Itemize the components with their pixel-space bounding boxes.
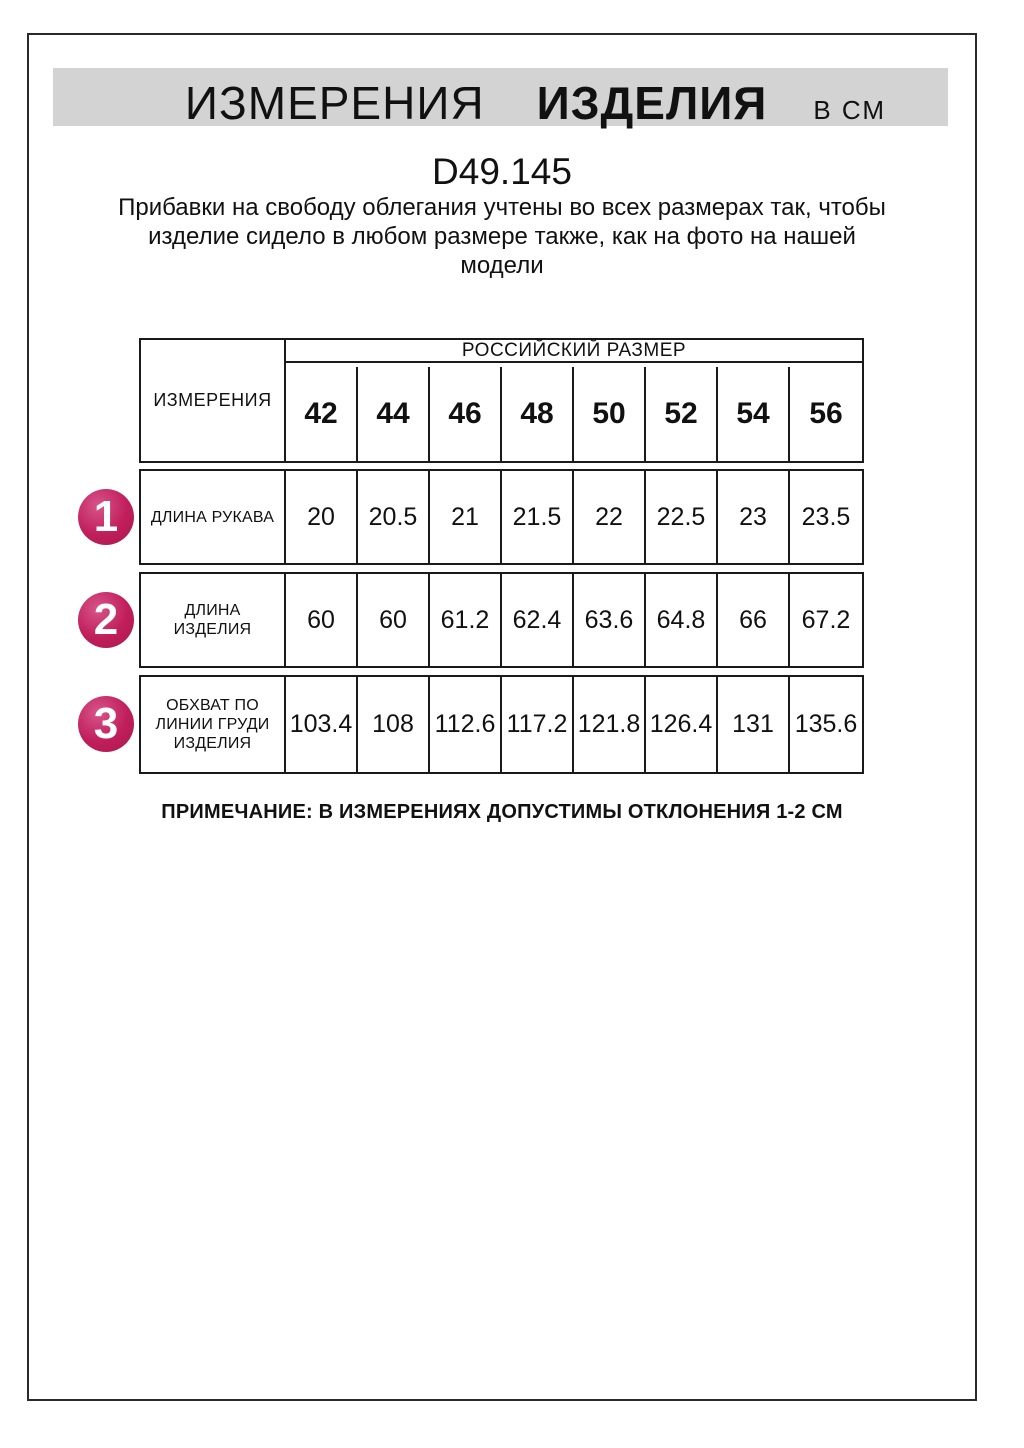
size-header-cell: 42 [286,367,358,461]
row-label [141,574,286,666]
description-line: Прибавки на свободу облегания учтены во всех размерах так, чтобы [118,194,886,221]
row-label-line: ОБХВАТ ПО [166,697,259,714]
page-title-product: ИЗДЕЛИЯ [536,77,768,129]
title-band [53,68,948,129]
value-cell: 108 [358,677,430,772]
product-description [29,193,975,280]
value-cell: 63.6 [574,574,646,666]
value-cell: 23 [718,471,790,563]
table-corner-header: ИЗМЕРЕНИЯ [141,340,286,461]
size-header-cell: 50 [574,367,646,461]
row-label-line: ДЛИНА [184,602,241,619]
value-cell: 67.2 [801,605,851,634]
value-cell: 21.5 [502,471,574,563]
row-number-badge-2: 2 [78,592,134,648]
product-code: D49.145 [432,151,572,192]
size-table [139,338,864,774]
size-header-cell: 46 [430,367,502,461]
row-number-badge-1: 1 [78,489,134,545]
table-header [139,338,864,463]
value-cell: 22.5 [646,471,718,563]
value-cell: 62.4 [502,574,574,666]
value-cell: 23.5 [801,502,851,531]
size-group-header: РОССИЙСКИЙ РАЗМЕР [286,340,862,363]
value-cell: 112.6 [430,677,502,772]
value-cell: 126.4 [646,677,718,772]
size-header-cell: 52 [646,367,718,461]
value-cell: 135.6 [794,710,858,738]
description-line: модели [460,252,544,279]
size-header-cell: 44 [358,367,430,461]
page-title-measurements: ИЗМЕРЕНИЯ [184,77,485,129]
value-cell: 121.8 [574,677,646,772]
tolerance-note: ПРИМЕЧАНИЕ: В ИЗМЕРЕНИЯХ ДОПУСТИМЫ ОТКЛОНЕНИЯ 1-2 СМ [161,801,843,823]
row-label-line: ДЛИНА РУКАВА [150,508,275,526]
page-title-unit: В СМ [813,95,887,125]
value-cell: 60 [358,574,430,666]
value-cell: 20.5 [358,471,430,563]
value-cell: 60 [286,574,358,666]
value-cell: 61.2 [430,574,502,666]
row-label-line: ИЗДЕЛИЯ [173,621,252,638]
value-cell: 20 [286,471,358,563]
value-cell: 22 [574,471,646,563]
value-cell: 103.4 [286,677,358,772]
page-border [27,33,977,1401]
value-cell: 117.2 [502,677,574,772]
size-header-cell: 48 [502,367,574,461]
size-header-cell: 56 [809,397,843,430]
row-label [141,677,286,772]
row-label-line: ЛИНИИ ГРУДИ [155,716,270,733]
value-cell: 21 [430,471,502,563]
table-row-chest-girth [139,675,864,774]
table-row-sleeve-length [139,469,864,565]
value-cell: 66 [718,574,790,666]
description-line: изделие сидело в любом размере также, как на фото на нашей [148,223,856,250]
value-cell: 64.8 [646,574,718,666]
size-header-cell: 54 [718,367,790,461]
row-number-badge-3: 3 [78,696,134,752]
row-label-line: ИЗДЕЛИЯ [173,735,252,752]
row-label [141,471,286,563]
table-row-item-length [139,572,864,668]
value-cell: 131 [718,677,790,772]
